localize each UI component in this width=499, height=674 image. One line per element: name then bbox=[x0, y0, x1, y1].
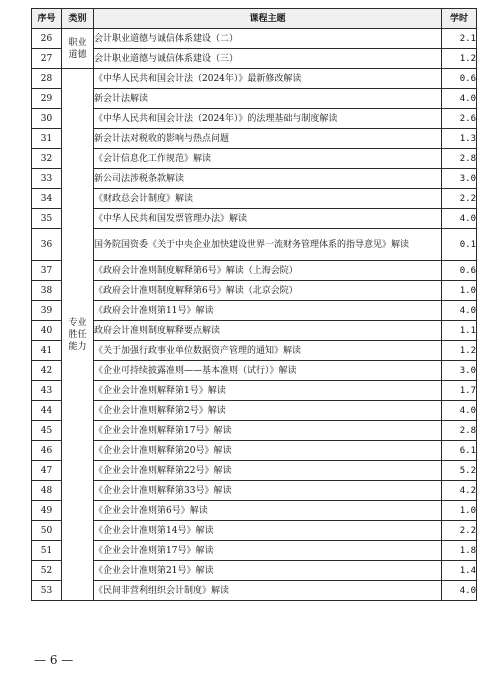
table-row bbox=[32, 261, 477, 281]
course-hours: 1.0 bbox=[442, 501, 477, 521]
row-number: 44 bbox=[32, 401, 62, 421]
course-hours: 2.8 bbox=[442, 149, 477, 169]
course-title: 国务院国资委《关于中央企业加快建设世界一流财务管理体系的指导意见》解读 bbox=[94, 229, 442, 261]
course-title: 《企业会计准则解释第22号》解读 bbox=[94, 461, 442, 481]
row-number: 29 bbox=[32, 89, 62, 109]
course-title: 《中华人民共和国会计法（2024年）》的法理基础与制度解读 bbox=[94, 109, 442, 129]
table-header-row bbox=[32, 9, 477, 29]
row-number: 49 bbox=[32, 501, 62, 521]
course-hours: 3.0 bbox=[442, 169, 477, 189]
category-cell bbox=[62, 69, 94, 601]
row-number: 28 bbox=[32, 69, 62, 89]
row-number: 46 bbox=[32, 441, 62, 461]
table-row bbox=[32, 561, 477, 581]
table-row bbox=[32, 129, 477, 149]
table-row bbox=[32, 281, 477, 301]
header-title: 课程主题 bbox=[94, 9, 442, 29]
row-number: 38 bbox=[32, 281, 62, 301]
table-row bbox=[32, 501, 477, 521]
row-number: 43 bbox=[32, 381, 62, 401]
course-title: 《政府会计准则第11号》解读 bbox=[94, 301, 442, 321]
course-title: 《企业会计准则第14号》解读 bbox=[94, 521, 442, 541]
table-row bbox=[32, 521, 477, 541]
table-row bbox=[32, 229, 477, 261]
table-row bbox=[32, 461, 477, 481]
table-row bbox=[32, 69, 477, 89]
row-number: 47 bbox=[32, 461, 62, 481]
row-number: 45 bbox=[32, 421, 62, 441]
course-hours: 4.0 bbox=[442, 89, 477, 109]
table-row bbox=[32, 401, 477, 421]
course-hours: 2.8 bbox=[442, 421, 477, 441]
row-number: 50 bbox=[32, 521, 62, 541]
row-number: 33 bbox=[32, 169, 62, 189]
course-title: 《企业会计准则解释第17号》解读 bbox=[94, 421, 442, 441]
course-title: 《企业会计准则第6号》解读 bbox=[94, 501, 442, 521]
row-number: 53 bbox=[32, 581, 62, 601]
row-number: 27 bbox=[32, 49, 62, 69]
row-number: 31 bbox=[32, 129, 62, 149]
course-title: 《企业可持续披露准则——基本准则（试行）》解读 bbox=[94, 361, 442, 381]
course-hours: 2.6 bbox=[442, 109, 477, 129]
row-number: 30 bbox=[32, 109, 62, 129]
course-title: 会计职业道德与诚信体系建设（三） bbox=[94, 49, 442, 69]
course-hours: 1.1 bbox=[442, 321, 477, 341]
row-number: 52 bbox=[32, 561, 62, 581]
table-row bbox=[32, 481, 477, 501]
table-row bbox=[32, 189, 477, 209]
course-title: 《民间非营利组织会计制度》解读 bbox=[94, 581, 442, 601]
row-number: 26 bbox=[32, 29, 62, 49]
table-row bbox=[32, 341, 477, 361]
row-number: 34 bbox=[32, 189, 62, 209]
course-title: 《企业会计准则解释第33号》解读 bbox=[94, 481, 442, 501]
table-row bbox=[32, 441, 477, 461]
course-table bbox=[31, 8, 477, 601]
course-title: 《关于加强行政事业单位数据资产管理的通知》解读 bbox=[94, 341, 442, 361]
course-title: 新会计法解读 bbox=[94, 89, 442, 109]
category-label: 职业道德 bbox=[68, 37, 87, 60]
course-title: 新公司法涉税条款解读 bbox=[94, 169, 442, 189]
table-row bbox=[32, 361, 477, 381]
course-hours: 4.0 bbox=[442, 301, 477, 321]
table-row bbox=[32, 301, 477, 321]
row-number: 51 bbox=[32, 541, 62, 561]
category-cell bbox=[62, 29, 94, 69]
row-number: 36 bbox=[32, 229, 62, 261]
table-row bbox=[32, 321, 477, 341]
table-row bbox=[32, 421, 477, 441]
row-number: 35 bbox=[32, 209, 62, 229]
course-title: 政府会计准则制度解释要点解读 bbox=[94, 321, 442, 341]
row-number: 37 bbox=[32, 261, 62, 281]
category-label: 专业胜任能力 bbox=[68, 317, 87, 352]
row-number: 41 bbox=[32, 341, 62, 361]
course-hours: 5.2 bbox=[442, 461, 477, 481]
course-hours: 0.1 bbox=[442, 229, 477, 261]
course-hours: 1.7 bbox=[442, 381, 477, 401]
table-row bbox=[32, 381, 477, 401]
course-hours: 4.0 bbox=[442, 581, 477, 601]
table-body bbox=[32, 29, 477, 601]
table-row bbox=[32, 29, 477, 49]
course-hours: 4.2 bbox=[442, 481, 477, 501]
course-hours: 4.0 bbox=[442, 401, 477, 421]
course-hours: 3.0 bbox=[442, 361, 477, 381]
row-number: 39 bbox=[32, 301, 62, 321]
course-title: 《企业会计准则解释第1号》解读 bbox=[94, 381, 442, 401]
course-hours: 1.2 bbox=[442, 341, 477, 361]
course-title: 《会计信息化工作规范》解读 bbox=[94, 149, 442, 169]
course-title: 《企业会计准则第17号》解读 bbox=[94, 541, 442, 561]
row-number: 40 bbox=[32, 321, 62, 341]
course-hours: 2.1 bbox=[442, 29, 477, 49]
page-number: — 6 — bbox=[34, 653, 74, 667]
course-hours: 6.1 bbox=[442, 441, 477, 461]
course-hours: 2.2 bbox=[442, 521, 477, 541]
course-title: 《中华人民共和国会计法（2024年）》最新修改解读 bbox=[94, 69, 442, 89]
table-row bbox=[32, 169, 477, 189]
course-title: 《政府会计准则制度解释第6号》解读（上海会院） bbox=[94, 261, 442, 281]
header-hours: 学时 bbox=[442, 9, 477, 29]
row-number: 32 bbox=[32, 149, 62, 169]
table-row bbox=[32, 49, 477, 69]
table-row bbox=[32, 581, 477, 601]
header-no: 序号 bbox=[32, 9, 62, 29]
table-row bbox=[32, 109, 477, 129]
course-title: 《企业会计准则第21号》解读 bbox=[94, 561, 442, 581]
course-title: 《中华人民共和国发票管理办法》解读 bbox=[94, 209, 442, 229]
course-hours: 1.3 bbox=[442, 129, 477, 149]
course-hours: 2.2 bbox=[442, 189, 477, 209]
course-title: 新会计法对税收的影响与热点问题 bbox=[94, 129, 442, 149]
course-hours: 4.0 bbox=[442, 209, 477, 229]
table-row bbox=[32, 209, 477, 229]
course-hours: 1.2 bbox=[442, 49, 477, 69]
course-title: 会计职业道德与诚信体系建设（二） bbox=[94, 29, 442, 49]
course-hours: 1.0 bbox=[442, 281, 477, 301]
table-row bbox=[32, 89, 477, 109]
course-hours: 0.6 bbox=[442, 261, 477, 281]
course-title: 《企业会计准则解释第20号》解读 bbox=[94, 441, 442, 461]
course-title: 《政府会计准则制度解释第6号》解读（北京会院） bbox=[94, 281, 442, 301]
course-hours: 0.6 bbox=[442, 69, 477, 89]
row-number: 42 bbox=[32, 361, 62, 381]
table-row bbox=[32, 149, 477, 169]
course-hours: 1.8 bbox=[442, 541, 477, 561]
row-number: 48 bbox=[32, 481, 62, 501]
table-row bbox=[32, 541, 477, 561]
course-title: 《财政总会计制度》解读 bbox=[94, 189, 442, 209]
course-title: 《企业会计准则解释第2号》解读 bbox=[94, 401, 442, 421]
course-hours: 1.4 bbox=[442, 561, 477, 581]
header-category: 类别 bbox=[62, 9, 94, 29]
